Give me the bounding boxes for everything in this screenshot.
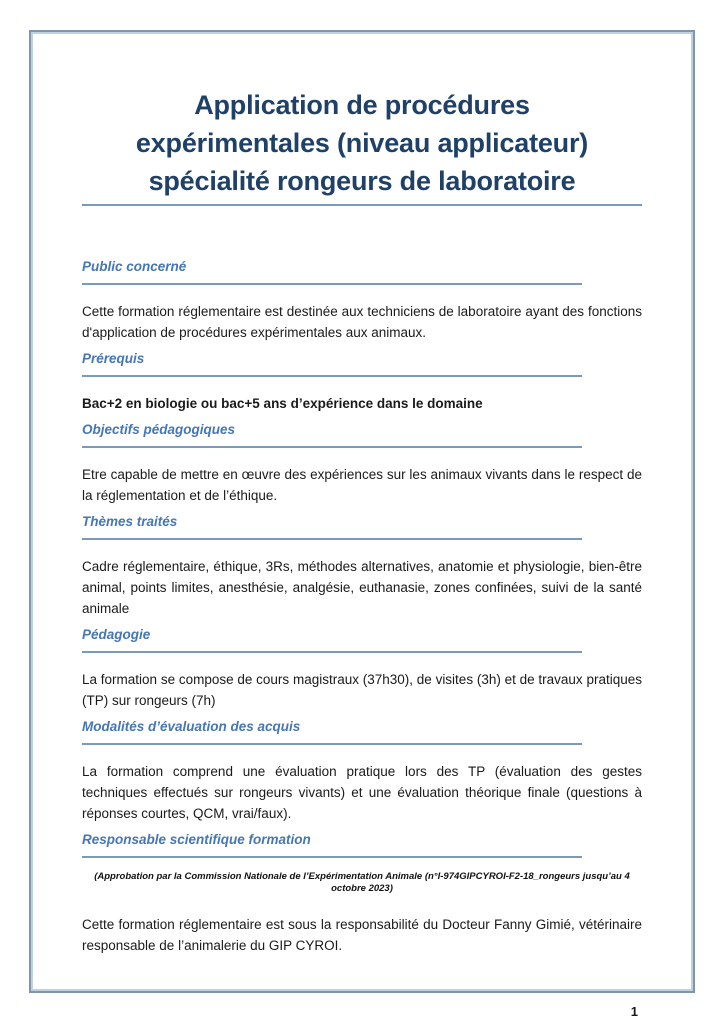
section-body: La formation se compose de cours magistraux (37h30), de visites (3h) et de travaux pratiques (TP) sur rongeurs (7h) [82,672,642,708]
section-objectifs-pedagogiques [82,422,642,506]
section-body: La formation comprend une évaluation pratique lors des TP (évaluation des gestes techniques effectués sur rongeurs vivants) et une évaluation théorique finale (questions à réponses courtes, QCM, vrai/faux). [82,764,642,821]
page-content [31,86,693,1024]
section-body: Cette formation réglementaire est sous la responsabilité du Docteur Fanny Gimié, vétérinaire responsable de l’animalerie du GIP CYROI. [82,917,642,953]
document-page [29,30,695,1019]
section-prerequis [82,351,642,414]
section-heading: Public concerné [82,259,582,285]
section-body: Cadre réglementaire, éthique, 3Rs, méthodes alternatives, anatomie et physiologie, bien-être animal, points limites, anesthésie, analgésie, euthanasie, zones confinées, suivi de la santé animale [82,559,642,616]
title-line-2: expérimentales (niveau applicateur) [135,128,589,158]
approval-note: (Approbation par la Commission Nationale de l’Expérimentation Animale (n°I-974GIPCYROI-F2-18_rongeurs jusqu’au 4 octobre 2023) [94,871,630,894]
section-heading: Prérequis [82,351,582,377]
section-heading: Thèmes traités [82,514,582,540]
section-body: Etre capable de mettre en œuvre des expériences sur les animaux vivants dans le respect de la réglementation et de l’éthique. [82,467,642,503]
section-body: Cette formation réglementaire est destinée aux techniciens de laboratoire ayant des fonctions d'application de procédures expérimentales aux animaux. [82,304,642,340]
title-line-1: Application de procédures [194,90,530,120]
section-public-concerne [82,259,642,343]
section-heading: Objectifs pédagogiques [82,422,582,448]
section-body: Bac+2 en biologie ou bac+5 ans d’expérience dans le domaine [82,396,483,411]
title-line-3: spécialité rongeurs de laboratoire [148,166,576,196]
page-number: 1 [630,1004,638,1019]
section-heading: Responsable scientifique formation [82,832,582,858]
document-title [82,86,642,206]
section-modalites-evaluation [82,719,642,824]
section-heading: Modalités d’évaluation des acquis [82,719,582,745]
section-responsable-scientifique [82,832,642,956]
section-themes-traites [82,514,642,619]
section-pedagogie [82,627,642,711]
section-heading: Pédagogie [82,627,582,653]
